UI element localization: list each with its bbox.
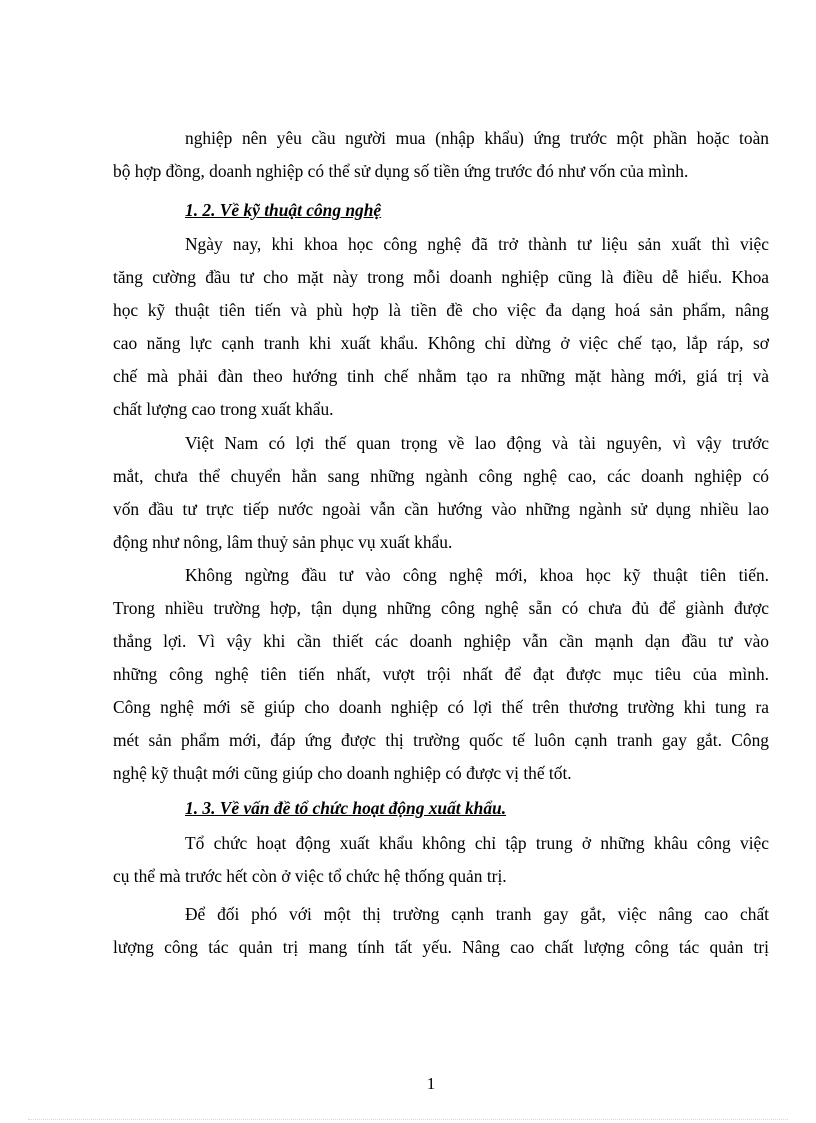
paragraph-line: Tổ chức hoạt động xuất khẩu không chỉ tập trung ở những khâu công việc bbox=[185, 833, 769, 853]
paragraph-line: mắt, chưa thể chuyển hẳn sang những ngành công nghệ cao, các doanh nghiệp có bbox=[113, 466, 769, 486]
section-heading-1-2: 1. 2. Về kỹ thuật công nghệ bbox=[185, 200, 382, 220]
paragraph-line: những công nghệ tiên tiến nhất, vượt trội nhất để đạt được mục tiêu của mình. bbox=[113, 664, 769, 684]
paragraph-line: học kỹ thuật tiên tiến và phù hợp là tiền đề cho việc đa dạng hoá sản phẩm, nâng bbox=[113, 300, 769, 320]
paragraph-line: nghiệp nên yêu cầu người mua (nhập khẩu) ứng trước một phần hoặc toàn bbox=[185, 128, 769, 148]
paragraph-line: thắng lợi. Vì vậy khi cần thiết các doanh nghiệp vẫn cần mạnh dạn đầu tư vào bbox=[113, 631, 769, 651]
paragraph-line: chế mà phải đàn theo hướng tinh chế nhằm tạo ra những mặt hàng mới, giá trị và bbox=[113, 366, 769, 386]
page-number: 1 bbox=[426, 1074, 436, 1093]
paragraph-line: tăng cường đầu tư cho mặt này trong mỗi doanh nghiệp cũng là điều dễ hiểu. Khoa bbox=[113, 267, 769, 287]
paragraph-line: Ngày nay, khi khoa học công nghệ đã trở thành tư liệu sản xuất thì việc bbox=[185, 234, 769, 254]
paragraph-line: chất lượng cao trong xuất khẩu. bbox=[113, 399, 334, 419]
paragraph-line: Để đối phó với một thị trường cạnh tranh gay gắt, việc nâng cao chất bbox=[185, 904, 769, 924]
paragraph-line: Việt Nam có lợi thế quan trọng về lao động và tài nguyên, vì vậy trước bbox=[185, 433, 769, 453]
section-heading-1-3: 1. 3. Về vấn đề tổ chức hoạt động xuất khẩu. bbox=[185, 798, 507, 818]
paragraph-line: Công nghệ mới sẽ giúp cho doanh nghiệp có lợi thế trên thương trường khi tung ra bbox=[113, 697, 769, 717]
paragraph-line: lượng công tác quản trị mang tính tất yếu. Nâng cao chất lượng công tác quản trị bbox=[113, 937, 769, 957]
paragraph-line: vốn đầu tư trực tiếp nước ngoài vẫn cần hướng vào những ngành sử dụng nhiều lao bbox=[113, 499, 769, 519]
footer-divider bbox=[28, 1119, 788, 1120]
paragraph-line: cụ thể mà trước hết còn ở việc tổ chức hệ thống quản trị. bbox=[113, 866, 507, 886]
paragraph-line: mét sản phẩm mới, đáp ứng được thị trường quốc tế luôn cạnh tranh gay gắt. Công bbox=[113, 730, 769, 750]
paragraph-line: Không ngừng đầu tư vào công nghệ mới, khoa học kỹ thuật tiên tiến. bbox=[185, 565, 769, 585]
paragraph-line: động như nông, lâm thuỷ sản phục vụ xuất khẩu. bbox=[113, 532, 453, 552]
paragraph-line: Trong nhiều trường hợp, tận dụng những công nghệ sẵn có chưa đủ để giành được bbox=[113, 598, 769, 618]
paragraph-line: cao năng lực cạnh tranh khi xuất khẩu. Không chỉ dừng ở việc chế tạo, lắp ráp, sơ bbox=[113, 333, 769, 353]
paragraph-line: bộ hợp đồng, doanh nghiệp có thể sử dụng số tiền ứng trước đó như vốn của mình. bbox=[113, 161, 689, 181]
paragraph-line: nghệ kỹ thuật mới cũng giúp cho doanh nghiệp có được vị thế tốt. bbox=[113, 763, 572, 783]
